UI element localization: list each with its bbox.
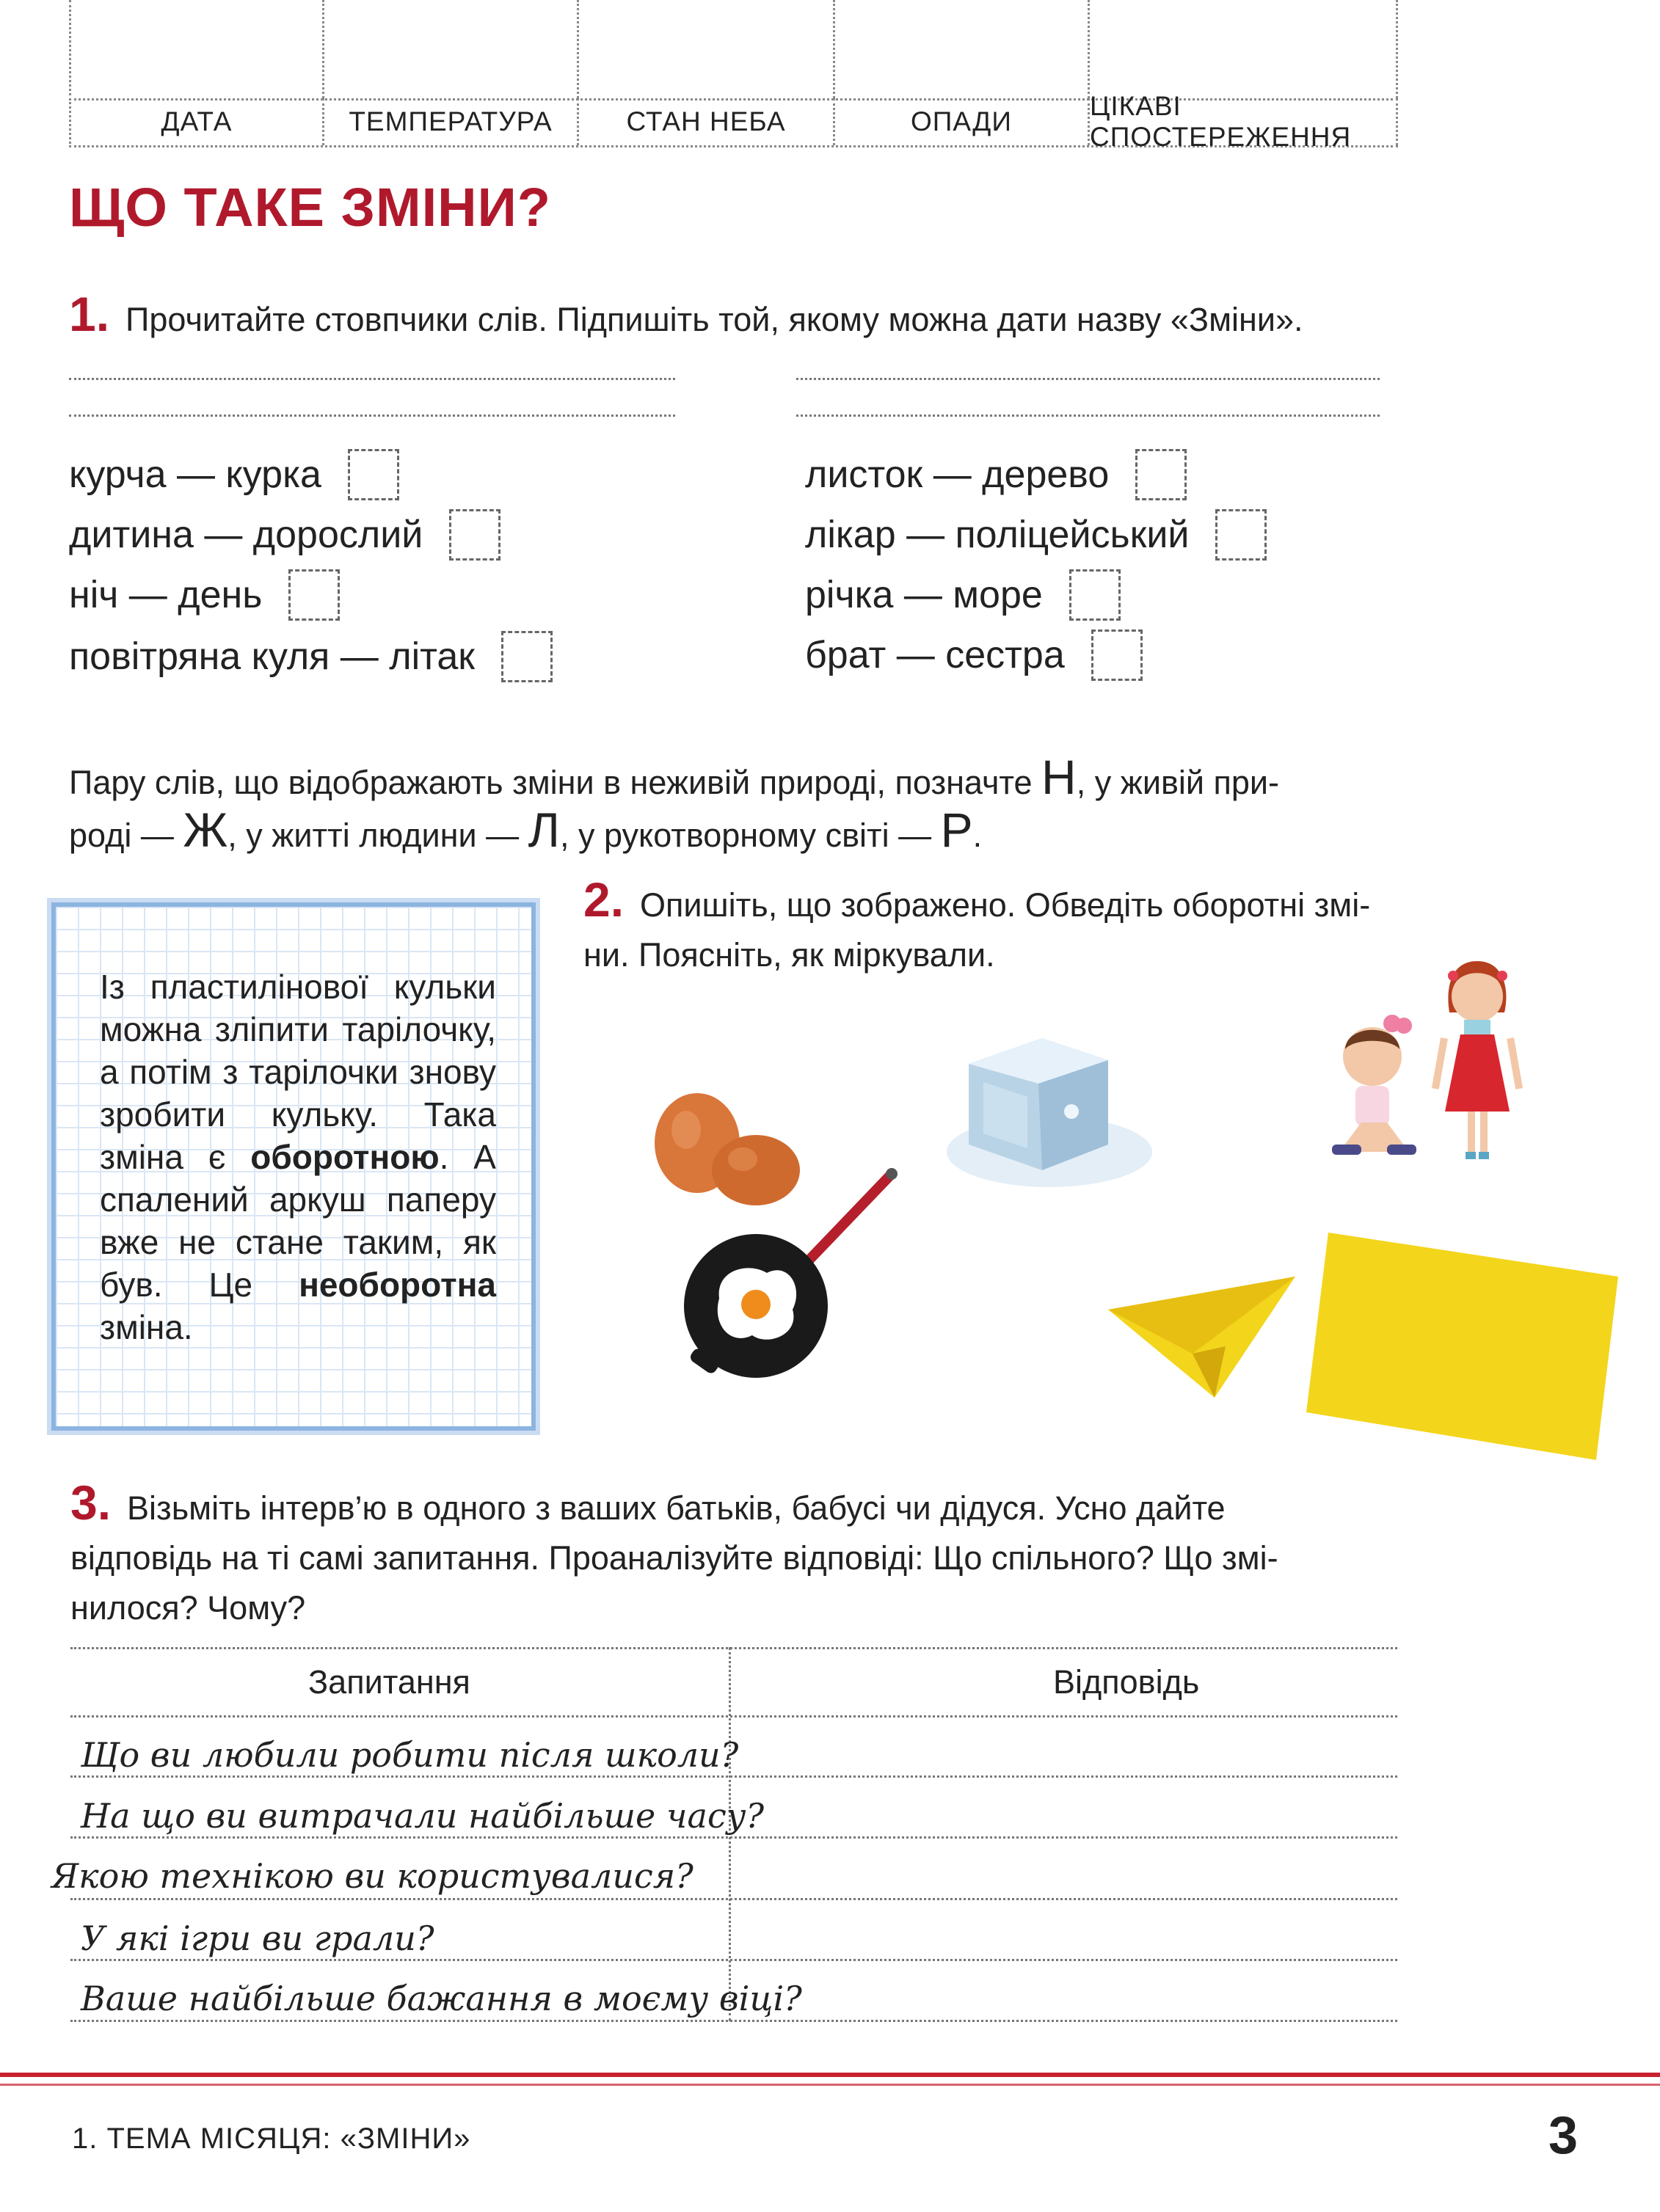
page-number: 3 — [1548, 2106, 1579, 2165]
table-header-line — [70, 1715, 1397, 1718]
task3-line2: відповідь на ті самі запитання. Проаналізуйте відповіді: Що спільного? Що змі- — [70, 1539, 1278, 1577]
footer-rule-thin — [0, 2084, 1660, 2086]
label-line-left-2[interactable] — [69, 415, 675, 417]
instruction-text: . — [972, 817, 983, 854]
instruction-text: Пару слів, що відображають зміни в неживій природі, позначте — [69, 764, 1042, 801]
footer-rule — [0, 2073, 1660, 2077]
task1-text: Прочитайте стовпчики слів. Підпишіть той, якому можна дати назву «Зміни». — [125, 301, 1303, 338]
instruction-text: роді — — [69, 817, 183, 854]
pair-text: повітряна куля — літак — [69, 635, 476, 678]
weather-cell-precipitation[interactable] — [835, 0, 1090, 98]
row-line[interactable] — [70, 1959, 1397, 1961]
word-pair-left — [69, 631, 553, 682]
task1-header — [69, 286, 1303, 345]
task2-line2: ни. Поясніть, як міркували. — [583, 936, 995, 974]
answer-box[interactable] — [501, 631, 553, 682]
children-image[interactable] — [1317, 932, 1545, 1181]
info-box — [51, 902, 536, 1431]
weather-table-header — [69, 91, 1398, 152]
answer-box[interactable] — [1091, 629, 1143, 681]
question-row: Що ви любили робити після школи? — [81, 1735, 739, 1775]
task2-line1: Опишіть, що зображено. Обведіть оборотні змі- — [640, 886, 1371, 924]
answer-box[interactable] — [1135, 449, 1187, 500]
pair-text: листок — дерево — [805, 453, 1110, 496]
weather-cell-temperature[interactable] — [324, 0, 579, 98]
pair-text: брат — сестра — [805, 634, 1065, 676]
instruction-text: , у живій при- — [1076, 764, 1280, 801]
task2-number: 2. — [583, 872, 625, 927]
answer-box[interactable] — [348, 449, 399, 500]
ice-cube-image[interactable] — [939, 1023, 1160, 1200]
word-pair-right — [805, 629, 1143, 681]
info-text-part: Із пластилінової кульки можна зліпити тарілочку, а потім з тарілочки знову зробити кульку. Така зміна є — [100, 968, 496, 1176]
info-box-text — [100, 966, 496, 1348]
info-text-part: зміна. — [100, 1308, 193, 1346]
task3-number: 3. — [70, 1475, 112, 1530]
instruction-text: , у житті людини — — [227, 817, 528, 854]
question-row: Ваше найбільше бажання в моєму віці? — [81, 1979, 802, 2018]
answer-box[interactable] — [1069, 569, 1121, 621]
weather-header: ДАТА — [71, 98, 324, 145]
word-pair-right — [805, 569, 1121, 621]
task3-line3: нилося? Чому? — [70, 1589, 306, 1627]
pair-text: ніч — день — [69, 574, 263, 616]
pair-text: річка — море — [805, 574, 1043, 616]
weather-cell-observations[interactable] — [1090, 0, 1398, 98]
pair-text: лікар — поліцейський — [805, 514, 1190, 556]
weather-cell-date[interactable] — [71, 0, 324, 98]
row-line[interactable] — [70, 1775, 1397, 1778]
table-top-line — [70, 1647, 1397, 1649]
weather-header: ТЕМПЕРАТУРА — [324, 98, 579, 145]
weather-table-cells — [69, 0, 1398, 101]
letter-l: Л — [528, 803, 560, 857]
paper-sheet-image[interactable] — [1303, 1229, 1622, 1464]
word-pair-left — [69, 569, 340, 621]
word-pair-left — [69, 509, 500, 561]
row-line[interactable] — [70, 2020, 1397, 2022]
task2-header — [583, 872, 1398, 980]
info-bold-irreversible: необоротна — [299, 1266, 496, 1304]
weather-cell-sky[interactable] — [579, 0, 835, 98]
answer-box[interactable] — [288, 569, 340, 621]
label-line-right-1[interactable] — [796, 378, 1380, 380]
column-answer: Відповідь — [1053, 1663, 1200, 1701]
label-line-left-1[interactable] — [69, 378, 675, 380]
answer-box[interactable] — [1215, 509, 1267, 561]
info-bold-reversible: оборотною — [250, 1138, 440, 1176]
weather-header: СТАН НЕБА — [579, 98, 835, 145]
task1-instruction — [69, 752, 1396, 861]
pair-text: дитина — дорослий — [69, 514, 423, 556]
row-line[interactable] — [70, 1898, 1397, 1900]
letter-r: Р — [940, 803, 973, 857]
word-pair-right — [805, 449, 1187, 500]
column-question: Запитання — [308, 1663, 470, 1701]
pair-text: курча — курка — [69, 453, 321, 496]
word-pair-left — [69, 449, 399, 500]
word-pair-right — [805, 509, 1267, 561]
question-row: Якою технікою ви користувалися? — [51, 1856, 694, 1896]
task3-header — [70, 1475, 1397, 1633]
weather-header: ОПАДИ — [835, 98, 1090, 145]
footer-topic: 1. ТЕМА МІСЯЦЯ: «ЗМІНИ» — [72, 2122, 471, 2155]
frying-pan-egg-image[interactable] — [682, 1167, 903, 1379]
info-text-part: . А спалений аркуш паперу вже не стане таким, як був. Це — [100, 1138, 496, 1304]
task1-number: 1. — [69, 287, 110, 341]
task3-line1: Візьміть інтерв’ю в одного з ваших батьків, бабусі чи дідуся. Усно дайте — [127, 1489, 1226, 1527]
weather-header: ЦІКАВІ СПОСТЕРЕЖЕННЯ — [1090, 98, 1398, 145]
question-row: У які ігри ви грали? — [81, 1919, 434, 1958]
label-line-right-2[interactable] — [796, 415, 1380, 417]
answer-box[interactable] — [449, 509, 500, 561]
letter-n: Н — [1041, 750, 1077, 804]
page-title: ЩО ТАКЕ ЗМІНИ? — [69, 177, 551, 238]
letter-zh: Ж — [183, 803, 228, 857]
instruction-text: , у рукотворному світі — — [559, 817, 941, 854]
row-line[interactable] — [70, 1836, 1397, 1839]
question-row: На що ви витрачали найбільше часу? — [81, 1796, 765, 1836]
paper-plane-image[interactable] — [1104, 1273, 1303, 1405]
